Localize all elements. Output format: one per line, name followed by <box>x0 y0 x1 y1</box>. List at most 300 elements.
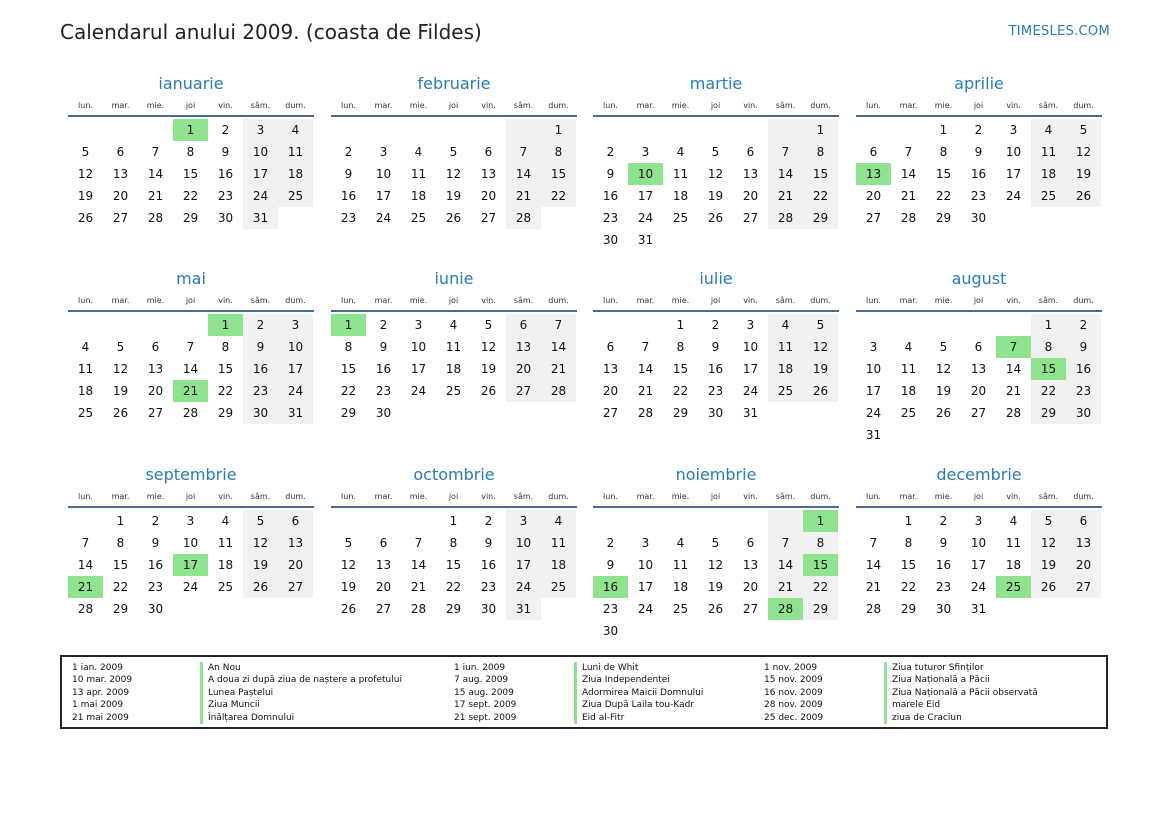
day-cell: 13 <box>480 167 497 181</box>
day-cell: 11 <box>541 532 576 554</box>
day-cell: 1 <box>449 514 458 528</box>
day-cell: 17 <box>410 362 427 376</box>
weekday-header <box>68 490 314 508</box>
weekday-label: joi <box>973 101 984 110</box>
legend-entry <box>764 662 1094 674</box>
empty-day-cell <box>331 119 366 141</box>
day-cell: 10 <box>637 558 654 572</box>
day-cell: 24 <box>637 602 654 616</box>
empty-day-cell <box>103 314 138 336</box>
weekday-label: dum. <box>1073 101 1094 110</box>
holiday-day-cell: 15 <box>803 554 838 576</box>
day-cell: 29 <box>935 211 952 225</box>
day-cell: 4 <box>221 514 230 528</box>
weekday-label: joi <box>448 296 459 305</box>
day-cell: 20 <box>970 384 987 398</box>
weekday-header <box>593 99 839 117</box>
day-cell: 18 <box>541 554 576 576</box>
holiday-day-cell: 1 <box>208 314 243 336</box>
weekday-label: sâm. <box>513 296 534 305</box>
day-cell: 27 <box>1066 576 1101 598</box>
weekday-label: dum. <box>810 296 831 305</box>
day-cell: 25 <box>672 211 689 225</box>
day-cell: 8 <box>803 141 838 163</box>
weekday-label: joi <box>185 296 196 305</box>
day-cell: 28 <box>182 406 199 420</box>
day-cell: 2 <box>939 514 948 528</box>
day-cell: 13 <box>970 362 987 376</box>
day-cell: 14 <box>410 558 427 572</box>
day-cell: 2 <box>243 314 278 336</box>
day-cell: 6 <box>869 145 878 159</box>
weekday-label: mie. <box>409 492 428 501</box>
day-grid <box>68 510 314 620</box>
day-cell: 9 <box>974 145 983 159</box>
weekday-label: mie. <box>409 296 428 305</box>
day-cell: 18 <box>900 384 917 398</box>
weekday-label: mar. <box>899 492 918 501</box>
weekday-label: dum. <box>548 296 569 305</box>
legend-holiday-name: Adormirea Maicii Domnului <box>574 687 703 699</box>
day-cell: 4 <box>904 340 913 354</box>
weekday-label: sâm. <box>1038 101 1059 110</box>
day-cell: 5 <box>243 510 278 532</box>
day-cell: 3 <box>1009 123 1018 137</box>
weekday-label: lun. <box>341 101 356 110</box>
weekday-label: lun. <box>603 492 618 501</box>
day-cell: 27 <box>742 602 759 616</box>
day-cell: 2 <box>606 145 615 159</box>
day-cell: 8 <box>904 536 913 550</box>
day-cell: 16 <box>340 189 357 203</box>
day-cell: 27 <box>865 211 882 225</box>
empty-day-cell <box>628 510 663 532</box>
day-cell: 23 <box>243 380 278 402</box>
day-cell: 29 <box>217 406 234 420</box>
weekday-header <box>68 99 314 117</box>
day-cell: 8 <box>449 536 458 550</box>
holiday-day-cell: 21 <box>173 380 208 402</box>
legend-holiday-name: A doua zi după ziua de naștere a profetului <box>200 674 402 686</box>
weekday-label: lun. <box>603 101 618 110</box>
legend-holiday-name: Ziua Națională a Păcii <box>884 674 990 686</box>
day-cell: 30 <box>602 233 619 247</box>
day-cell: 21 <box>541 358 576 380</box>
day-cell: 10 <box>506 532 541 554</box>
day-cell: 1 <box>939 123 948 137</box>
weekday-label: sâm. <box>1038 492 1059 501</box>
day-cell: 7 <box>414 536 423 550</box>
day-cell: 1 <box>803 119 838 141</box>
day-cell: 29 <box>112 602 129 616</box>
weekday-label: dum. <box>810 492 831 501</box>
weekday-label: joi <box>448 492 459 501</box>
day-cell: 18 <box>672 189 689 203</box>
day-cell: 26 <box>1031 576 1066 598</box>
weekday-label: joi <box>973 296 984 305</box>
day-cell: 23 <box>707 384 724 398</box>
day-cell: 1 <box>116 514 125 528</box>
day-grid <box>68 119 314 229</box>
day-cell: 22 <box>803 576 838 598</box>
month-mai <box>68 268 314 424</box>
legend-holiday-name: Înălțarea Domnului <box>200 712 294 724</box>
day-cell: 23 <box>375 384 392 398</box>
weekday-header <box>331 294 577 312</box>
day-cell: 22 <box>900 580 917 594</box>
day-cell: 25 <box>410 211 427 225</box>
month-iunie <box>331 268 577 424</box>
day-cell: 23 <box>147 580 164 594</box>
day-cell: 23 <box>340 211 357 225</box>
day-cell: 27 <box>112 211 129 225</box>
empty-day-cell <box>996 314 1031 336</box>
legend-date: 1 nov. 2009 <box>764 663 818 673</box>
day-cell: 23 <box>970 189 987 203</box>
day-cell: 25 <box>77 406 94 420</box>
page-title: Calendarul anului 2009. (coasta de Fildes) <box>60 20 482 44</box>
legend-date: 21 sept. 2009 <box>454 712 517 723</box>
day-cell: 25 <box>541 576 576 598</box>
day-cell: 18 <box>410 189 427 203</box>
day-cell: 9 <box>151 536 160 550</box>
day-cell: 10 <box>243 141 278 163</box>
weekday-label: mar. <box>111 101 130 110</box>
day-cell: 9 <box>606 558 615 572</box>
empty-day-cell <box>628 119 663 141</box>
day-cell: 30 <box>602 624 619 638</box>
month-aprilie <box>856 73 1102 229</box>
legend-date: 13 apr. 2009 <box>72 687 130 698</box>
day-cell: 25 <box>445 384 462 398</box>
legend-date: 25 dec. 2009 <box>764 712 824 723</box>
day-cell: 6 <box>116 145 125 159</box>
weekday-label: vin. <box>481 296 496 305</box>
weekday-label: lun. <box>603 296 618 305</box>
weekday-label: sâm. <box>250 492 271 501</box>
day-cell: 8 <box>803 532 838 554</box>
weekday-label: mar. <box>374 296 393 305</box>
day-cell: 6 <box>606 340 615 354</box>
weekday-label: mie. <box>671 492 690 501</box>
empty-day-cell <box>401 510 436 532</box>
day-cell: 9 <box>711 340 720 354</box>
holiday-legend <box>60 655 1108 729</box>
day-cell: 31 <box>865 428 882 442</box>
empty-day-cell <box>926 314 961 336</box>
weekday-label: lun. <box>866 296 881 305</box>
weekday-header <box>68 294 314 312</box>
legend-entry <box>454 712 784 724</box>
weekday-label: lun. <box>78 296 93 305</box>
day-cell: 14 <box>182 362 199 376</box>
day-cell: 29 <box>340 406 357 420</box>
day-cell: 5 <box>81 145 90 159</box>
day-cell: 14 <box>768 554 803 576</box>
day-cell: 29 <box>182 211 199 225</box>
day-cell: 29 <box>900 602 917 616</box>
day-cell: 27 <box>506 380 541 402</box>
day-cell: 28 <box>506 207 541 229</box>
day-cell: 25 <box>768 380 803 402</box>
day-cell: 2 <box>606 536 615 550</box>
day-cell: 19 <box>707 580 724 594</box>
empty-day-cell <box>138 314 173 336</box>
legend-holiday-name: Ziua Muncii <box>200 699 260 711</box>
day-cell: 1 <box>676 318 685 332</box>
day-cell: 18 <box>445 362 462 376</box>
weekday-label: mie. <box>671 296 690 305</box>
weekday-label: joi <box>185 101 196 110</box>
weekday-label: mie. <box>409 101 428 110</box>
day-cell: 12 <box>112 362 129 376</box>
legend-entry <box>454 662 784 674</box>
legend-holiday-name: Ziua Națională a Păcii observată <box>884 687 1038 699</box>
day-cell: 31 <box>506 598 541 620</box>
day-cell: 15 <box>803 163 838 185</box>
day-cell: 1 <box>1031 314 1066 336</box>
day-cell: 8 <box>541 141 576 163</box>
day-cell: 27 <box>375 602 392 616</box>
day-cell: 3 <box>379 145 388 159</box>
day-cell: 23 <box>1066 380 1101 402</box>
day-cell: 24 <box>865 406 882 420</box>
day-cell: 14 <box>900 167 917 181</box>
day-cell: 18 <box>278 163 313 185</box>
empty-day-cell <box>471 119 506 141</box>
weekday-label: lun. <box>866 492 881 501</box>
weekday-label: dum. <box>1073 296 1094 305</box>
day-cell: 11 <box>278 141 313 163</box>
day-cell: 9 <box>243 336 278 358</box>
legend-entry <box>72 674 402 686</box>
legend-entry <box>764 687 1094 699</box>
day-cell: 3 <box>278 314 313 336</box>
day-cell: 15 <box>182 167 199 181</box>
weekday-label: sâm. <box>1038 296 1059 305</box>
day-cell: 31 <box>637 233 654 247</box>
day-cell: 5 <box>449 145 458 159</box>
day-cell: 14 <box>147 167 164 181</box>
day-cell: 26 <box>803 380 838 402</box>
weekday-label: mar. <box>636 492 655 501</box>
weekday-label: lun. <box>78 101 93 110</box>
day-cell: 8 <box>221 340 230 354</box>
day-cell: 19 <box>1031 554 1066 576</box>
legend-holiday-name: Ziua Independentei <box>574 674 670 686</box>
day-cell: 15 <box>900 558 917 572</box>
weekday-label: mar. <box>899 101 918 110</box>
weekday-label: mar. <box>636 296 655 305</box>
day-cell: 14 <box>637 362 654 376</box>
day-cell: 7 <box>768 141 803 163</box>
day-cell: 17 <box>637 189 654 203</box>
month-name: noiembrie <box>675 465 757 484</box>
day-cell: 7 <box>81 536 90 550</box>
day-cell: 10 <box>375 167 392 181</box>
day-cell: 5 <box>1031 510 1066 532</box>
empty-day-cell <box>401 119 436 141</box>
day-cell: 10 <box>970 536 987 550</box>
legend-date: 7 aug. 2009 <box>454 675 509 686</box>
day-cell: 12 <box>707 167 724 181</box>
day-cell: 29 <box>1031 402 1066 424</box>
day-cell: 25 <box>900 406 917 420</box>
day-cell: 15 <box>935 167 952 181</box>
day-cell: 11 <box>410 167 427 181</box>
day-cell: 22 <box>1031 380 1066 402</box>
weekday-label: mie. <box>146 101 165 110</box>
day-cell: 20 <box>112 189 129 203</box>
day-cell: 22 <box>672 384 689 398</box>
day-cell: 20 <box>602 384 619 398</box>
day-cell: 5 <box>939 340 948 354</box>
month-name: mai <box>176 269 206 288</box>
day-cell: 21 <box>506 185 541 207</box>
weekday-label: joi <box>973 492 984 501</box>
day-cell: 18 <box>1005 558 1022 572</box>
day-cell: 26 <box>707 211 724 225</box>
day-cell: 17 <box>278 358 313 380</box>
empty-day-cell <box>698 119 733 141</box>
month-august <box>856 268 1102 446</box>
day-cell: 28 <box>77 602 94 616</box>
legend-entry <box>454 687 784 699</box>
weekday-label: vin. <box>1006 492 1021 501</box>
day-cell: 20 <box>742 189 759 203</box>
weekday-label: dum. <box>548 101 569 110</box>
legend-date: 16 nov. 2009 <box>764 687 823 698</box>
day-cell: 28 <box>637 406 654 420</box>
day-cell: 7 <box>904 145 913 159</box>
day-cell: 2 <box>711 318 720 332</box>
day-grid <box>856 510 1102 620</box>
weekday-label: joi <box>185 492 196 501</box>
brand-link[interactable]: TIMESLES.COM <box>1008 24 1110 39</box>
day-cell: 30 <box>217 211 234 225</box>
day-cell: 14 <box>865 558 882 572</box>
day-cell: 26 <box>112 406 129 420</box>
day-cell: 16 <box>1066 358 1101 380</box>
holiday-day-cell: 7 <box>996 336 1031 358</box>
empty-day-cell <box>891 314 926 336</box>
weekday-label: mar. <box>636 101 655 110</box>
weekday-label: mar. <box>111 492 130 501</box>
day-cell: 15 <box>445 558 462 572</box>
weekday-label: vin. <box>218 101 233 110</box>
legend-date: 21 mai 2009 <box>72 712 129 723</box>
holiday-day-cell: 1 <box>803 510 838 532</box>
day-cell: 11 <box>672 558 689 572</box>
day-cell: 24 <box>1005 189 1022 203</box>
weekday-label: lun. <box>866 101 881 110</box>
day-cell: 22 <box>340 384 357 398</box>
day-cell: 25 <box>1031 185 1066 207</box>
day-cell: 22 <box>445 580 462 594</box>
weekday-label: sâm. <box>775 492 796 501</box>
day-cell: 6 <box>746 536 755 550</box>
empty-day-cell <box>68 119 103 141</box>
day-cell: 27 <box>480 211 497 225</box>
day-cell: 18 <box>1031 163 1066 185</box>
weekday-label: vin. <box>481 492 496 501</box>
day-cell: 3 <box>641 536 650 550</box>
day-cell: 16 <box>602 189 619 203</box>
day-cell: 19 <box>1066 163 1101 185</box>
day-cell: 13 <box>112 167 129 181</box>
weekday-label: vin. <box>218 296 233 305</box>
day-cell: 13 <box>278 532 313 554</box>
day-cell: 18 <box>672 580 689 594</box>
empty-day-cell <box>506 119 541 141</box>
day-cell: 18 <box>77 384 94 398</box>
day-cell: 28 <box>1005 406 1022 420</box>
weekday-label: dum. <box>548 492 569 501</box>
empty-day-cell <box>628 314 663 336</box>
legend-date: 17 sept. 2009 <box>454 700 517 711</box>
empty-day-cell <box>891 119 926 141</box>
day-cell: 7 <box>768 532 803 554</box>
weekday-label: vin. <box>1006 101 1021 110</box>
holiday-day-cell: 13 <box>856 163 891 185</box>
month-name: martie <box>689 74 743 93</box>
weekday-label: vin. <box>743 101 758 110</box>
day-cell: 8 <box>344 340 353 354</box>
day-cell: 16 <box>970 167 987 181</box>
day-cell: 20 <box>147 384 164 398</box>
day-cell: 22 <box>112 580 129 594</box>
month-februarie <box>331 73 577 229</box>
holiday-day-cell: 17 <box>173 554 208 576</box>
day-cell: 30 <box>480 602 497 616</box>
day-cell: 13 <box>742 558 759 572</box>
legend-date: 10 mar. 2009 <box>72 675 133 686</box>
empty-day-cell <box>436 119 471 141</box>
legend-holiday-name: Luni de Whit <box>574 662 638 674</box>
weekday-label: joi <box>710 101 721 110</box>
weekday-label: lun. <box>341 296 356 305</box>
weekday-header <box>856 99 1102 117</box>
empty-day-cell <box>68 510 103 532</box>
day-cell: 2 <box>221 123 230 137</box>
day-cell: 4 <box>449 318 458 332</box>
day-cell: 30 <box>1066 402 1101 424</box>
weekday-label: dum. <box>1073 492 1094 501</box>
day-grid <box>856 119 1102 229</box>
day-cell: 26 <box>243 576 278 598</box>
weekday-label: sâm. <box>775 296 796 305</box>
day-cell: 26 <box>77 211 94 225</box>
day-cell: 20 <box>375 580 392 594</box>
day-cell: 22 <box>803 185 838 207</box>
day-cell: 19 <box>935 384 952 398</box>
empty-day-cell <box>768 510 803 532</box>
day-cell: 3 <box>186 514 195 528</box>
day-cell: 31 <box>243 207 278 229</box>
day-cell: 16 <box>480 558 497 572</box>
day-cell: 1 <box>541 119 576 141</box>
day-cell: 13 <box>1066 532 1101 554</box>
day-cell: 23 <box>602 211 619 225</box>
legend-date: 15 nov. 2009 <box>764 675 823 686</box>
day-cell: 9 <box>221 145 230 159</box>
day-cell: 12 <box>707 558 724 572</box>
day-cell: 4 <box>414 145 423 159</box>
empty-day-cell <box>663 510 698 532</box>
legend-entry <box>764 699 1094 711</box>
day-cell: 18 <box>217 558 234 572</box>
legend-date: 1 iun. 2009 <box>454 663 506 673</box>
